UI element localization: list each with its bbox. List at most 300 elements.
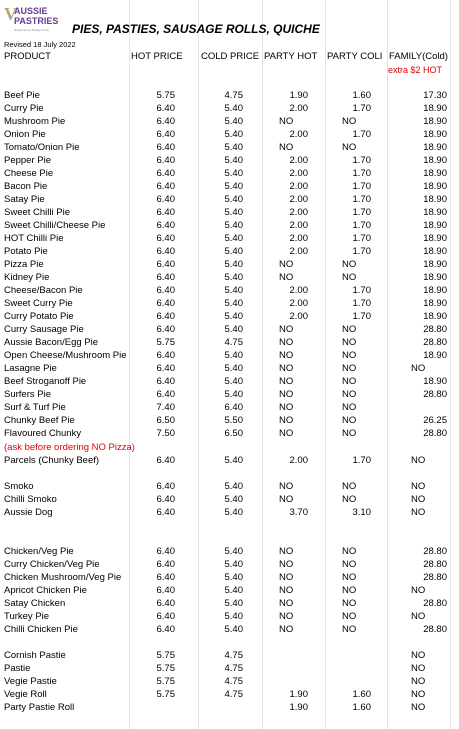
product-cell: Lasagne Pie — [4, 363, 57, 374]
product-cell: Curry Pie — [4, 103, 44, 114]
hot-price-cell: 6.40 — [156, 207, 175, 218]
hot-price-cell: 6.40 — [156, 155, 175, 166]
product-cell: Pepper Pie — [4, 155, 52, 166]
product-cell: Pastie — [4, 663, 31, 674]
family-cell: 28.80 — [423, 389, 447, 400]
hot-price-cell: 6.40 — [156, 246, 175, 257]
party-cold-cell: NO — [342, 376, 357, 387]
cold-price-cell: 5.40 — [224, 285, 243, 296]
table-row — [0, 220, 459, 233]
cold-price-cell: 5.40 — [224, 220, 243, 231]
hot-price-cell: 6.40 — [156, 298, 175, 309]
party-cold-cell: NO — [342, 546, 357, 557]
cold-price-cell: 5.40 — [224, 324, 243, 335]
hot-price-cell: 5.75 — [156, 650, 175, 661]
table-row — [0, 624, 459, 637]
table-row — [0, 259, 459, 272]
family-cell: 18.90 — [423, 142, 447, 153]
cold-price-cell: 5.40 — [224, 142, 243, 153]
party-hot-cell: 2.00 — [289, 207, 308, 218]
hot-price-cell: 6.40 — [156, 168, 175, 179]
party-hot-cell: 2.00 — [289, 155, 308, 166]
table-row — [0, 389, 459, 402]
party-hot-cell: NO — [279, 546, 294, 557]
family-cell: NO — [411, 507, 426, 518]
party-cold-cell: NO — [342, 350, 357, 361]
party-cold-cell: NO — [342, 585, 357, 596]
hot-price-cell: 6.40 — [156, 142, 175, 153]
table-row — [0, 428, 459, 441]
party-hot-cell: NO — [279, 585, 294, 596]
product-cell: Aussie Dog — [4, 507, 53, 518]
family-cell: 18.90 — [423, 376, 447, 387]
table-row — [0, 402, 459, 415]
product-cell: Aussie Bacon/Egg Pie — [4, 337, 99, 348]
cold-price-cell: 4.75 — [224, 90, 243, 101]
header-party-hot: PARTY HOT — [264, 51, 318, 62]
party-cold-cell: 1.70 — [352, 233, 371, 244]
family-cell: NO — [411, 611, 426, 622]
party-cold-cell: NO — [342, 402, 357, 413]
product-cell: Beef Stroganoff Pie — [4, 376, 87, 387]
cold-price-cell: 5.50 — [224, 415, 243, 426]
cold-price-cell: 5.40 — [224, 481, 243, 492]
table-row — [0, 194, 459, 207]
party-cold-cell: 1.60 — [352, 702, 371, 713]
party-cold-cell: 1.70 — [352, 129, 371, 140]
product-cell: Vegie Roll — [4, 689, 47, 700]
party-cold-cell: 1.70 — [352, 181, 371, 192]
product-cell: Bacon Pie — [4, 181, 48, 192]
table-row — [0, 507, 459, 520]
family-cell: 28.80 — [423, 324, 447, 335]
party-hot-cell: NO — [279, 259, 294, 270]
cold-price-cell: 4.75 — [224, 650, 243, 661]
party-cold-cell: 1.70 — [352, 220, 371, 231]
party-cold-cell: 1.70 — [352, 207, 371, 218]
party-cold-cell: NO — [342, 598, 357, 609]
table-row — [0, 702, 459, 715]
party-hot-cell: NO — [279, 272, 294, 283]
table-row — [0, 650, 459, 663]
party-cold-cell: NO — [342, 324, 357, 335]
product-cell: Open Cheese/Mushroom Pie — [4, 350, 127, 361]
product-cell: Chilli Smoko — [4, 494, 57, 505]
product-cell: Satay Pie — [4, 194, 45, 205]
family-cell: NO — [411, 363, 426, 374]
party-cold-cell: NO — [342, 481, 357, 492]
party-cold-cell: NO — [342, 363, 357, 374]
product-cell: Curry Sausage Pie — [4, 324, 84, 335]
hot-price-cell: 6.40 — [156, 272, 175, 283]
hot-price-cell: 6.40 — [156, 455, 175, 466]
family-cell: NO — [411, 494, 426, 505]
table-row — [0, 246, 459, 259]
header-product: PRODUCT — [4, 51, 51, 62]
family-cell: 18.90 — [423, 285, 447, 296]
product-cell: Tomato/Onion Pie — [4, 142, 80, 153]
cold-price-cell: 5.40 — [224, 259, 243, 270]
party-hot-cell: NO — [279, 350, 294, 361]
family-cell: 28.80 — [423, 598, 447, 609]
family-cell: 18.90 — [423, 181, 447, 192]
family-cell: 28.80 — [423, 546, 447, 557]
hot-price-cell: 5.75 — [156, 90, 175, 101]
table-row — [0, 324, 459, 337]
hot-price-cell: 6.40 — [156, 507, 175, 518]
table-row — [0, 90, 459, 103]
product-cell: Smoko — [4, 481, 34, 492]
party-cold-cell: 1.60 — [352, 689, 371, 700]
family-cell: 28.80 — [423, 624, 447, 635]
party-hot-cell: 2.00 — [289, 285, 308, 296]
party-hot-cell: 1.90 — [289, 689, 308, 700]
hot-price-cell: 5.75 — [156, 337, 175, 348]
family-cell: 18.90 — [423, 129, 447, 140]
cold-price-cell: 5.40 — [224, 376, 243, 387]
cold-price-cell: 5.40 — [224, 389, 243, 400]
product-cell: Curry Potato Pie — [4, 311, 74, 322]
party-cold-cell: NO — [342, 272, 357, 283]
party-hot-cell: NO — [279, 559, 294, 570]
party-hot-cell: NO — [279, 116, 294, 127]
product-cell: Chunky Beef Pie — [4, 415, 75, 426]
table-row — [0, 663, 459, 676]
party-hot-cell: 2.00 — [289, 298, 308, 309]
header-party-cold: PARTY COLI — [327, 51, 383, 62]
cold-price-cell: 5.40 — [224, 116, 243, 127]
product-cell: Mushroom Pie — [4, 116, 66, 127]
family-cell: 18.90 — [423, 116, 447, 127]
cold-price-cell: 5.40 — [224, 311, 243, 322]
cold-price-cell: 6.40 — [224, 402, 243, 413]
cold-price-cell: 5.40 — [224, 363, 243, 374]
family-cell: NO — [411, 663, 426, 674]
table-row — [0, 311, 459, 324]
product-cell: Sweet Curry Pie — [4, 298, 73, 309]
party-cold-cell: 1.70 — [352, 194, 371, 205]
party-hot-cell: 2.00 — [289, 129, 308, 140]
party-cold-cell: NO — [342, 337, 357, 348]
cold-price-cell: 5.40 — [224, 494, 243, 505]
hot-price-cell: 6.40 — [156, 285, 175, 296]
party-hot-cell: NO — [279, 624, 294, 635]
party-cold-cell: NO — [342, 259, 357, 270]
party-hot-cell: NO — [279, 376, 294, 387]
product-cell: Surf & Turf Pie — [4, 402, 66, 413]
product-cell: Curry Chicken/Veg Pie — [4, 559, 100, 570]
cold-price-cell: 5.40 — [224, 598, 243, 609]
product-cell: Kidney Pie — [4, 272, 50, 283]
family-cell: NO — [411, 650, 426, 661]
header-family-cold: FAMILY(Cold) — [389, 51, 448, 62]
party-hot-cell: NO — [279, 494, 294, 505]
party-hot-cell: NO — [279, 611, 294, 622]
party-hot-cell: 2.00 — [289, 194, 308, 205]
table-row — [0, 611, 459, 624]
family-cell: 18.90 — [423, 311, 447, 322]
product-cell: Sweet Chilli Pie — [4, 207, 70, 218]
hot-price-cell: 6.40 — [156, 116, 175, 127]
cold-price-cell: 4.75 — [224, 337, 243, 348]
cold-price-cell: 5.40 — [224, 624, 243, 635]
table-row — [0, 103, 459, 116]
party-hot-cell: 2.00 — [289, 233, 308, 244]
hot-price-cell: 6.40 — [156, 611, 175, 622]
party-hot-cell: 2.00 — [289, 181, 308, 192]
product-cell: Cheese Pie — [4, 168, 54, 179]
table-row — [0, 572, 459, 585]
hot-price-cell: 6.40 — [156, 546, 175, 557]
party-hot-cell: 2.00 — [289, 311, 308, 322]
family-cell: 28.80 — [423, 559, 447, 570]
party-hot-cell: NO — [279, 598, 294, 609]
cold-price-cell: 5.40 — [224, 207, 243, 218]
table-row — [0, 181, 459, 194]
product-cell: Turkey Pie — [4, 611, 50, 622]
table-row — [0, 689, 459, 702]
party-hot-cell: NO — [279, 324, 294, 335]
header-cold-price: COLD PRICE — [201, 51, 260, 62]
product-cell: Chicken/Veg Pie — [4, 546, 74, 557]
hot-price-cell: 5.75 — [156, 676, 175, 687]
logo-line-1: AUSSIE — [14, 6, 48, 16]
cold-price-cell: 4.75 — [224, 676, 243, 687]
hot-price-cell: 6.40 — [156, 233, 175, 244]
family-cell: 18.90 — [423, 194, 447, 205]
party-cold-cell: NO — [342, 611, 357, 622]
product-cell: Pizza Pie — [4, 259, 44, 270]
product-cell: Flavoured Chunky — [4, 428, 82, 439]
cold-price-cell: 5.40 — [224, 272, 243, 283]
table-row — [0, 455, 459, 468]
table-row — [0, 598, 459, 611]
table-row — [0, 155, 459, 168]
cold-price-cell: 4.75 — [224, 689, 243, 700]
cold-price-cell: 5.40 — [224, 507, 243, 518]
family-cell: 26.25 — [423, 415, 447, 426]
party-hot-cell: NO — [279, 142, 294, 153]
party-hot-cell: 3.70 — [289, 507, 308, 518]
product-cell: Chicken Mushroom/Veg Pie — [4, 572, 122, 583]
family-cell: 17.30 — [423, 90, 447, 101]
table-row — [0, 415, 459, 428]
cold-price-cell: 5.40 — [224, 546, 243, 557]
cold-price-cell: 5.40 — [224, 455, 243, 466]
hot-price-cell: 6.40 — [156, 311, 175, 322]
cold-price-cell: 6.50 — [224, 428, 243, 439]
cold-price-cell: 5.40 — [224, 233, 243, 244]
party-cold-cell: NO — [342, 624, 357, 635]
product-cell: Cheese/Bacon Pie — [4, 285, 83, 296]
party-hot-cell: NO — [279, 481, 294, 492]
family-cell: 28.80 — [423, 572, 447, 583]
party-hot-cell: 1.90 — [289, 702, 308, 713]
hot-price-cell: 6.40 — [156, 181, 175, 192]
family-cell: 28.80 — [423, 428, 447, 439]
party-hot-cell: 2.00 — [289, 455, 308, 466]
product-cell: Sweet Chilli/Cheese Pie — [4, 220, 106, 231]
hot-price-cell: 6.40 — [156, 481, 175, 492]
table-row — [0, 233, 459, 246]
party-hot-cell: NO — [279, 415, 294, 426]
family-cell: 28.80 — [423, 337, 447, 348]
hot-price-cell: 6.40 — [156, 559, 175, 570]
hot-price-cell: 7.50 — [156, 428, 175, 439]
table-row — [0, 376, 459, 389]
table-row — [0, 546, 459, 559]
family-cell: 18.90 — [423, 298, 447, 309]
cold-price-cell: 5.40 — [224, 298, 243, 309]
cold-price-cell: 5.40 — [224, 350, 243, 361]
table-row — [0, 559, 459, 572]
header-hot-price: HOT PRICE — [131, 51, 183, 62]
family-cell: 18.90 — [423, 103, 447, 114]
sheet-title: PIES, PASTIES, SAUSAGE ROLLS, QUICHE — [72, 22, 320, 36]
family-cell: 18.90 — [423, 155, 447, 166]
product-cell: Beef Pie — [4, 90, 40, 101]
family-cell: NO — [411, 585, 426, 596]
product-cell: Satay Chicken — [4, 598, 66, 609]
cold-price-cell: 5.40 — [224, 572, 243, 583]
party-cold-cell: NO — [342, 572, 357, 583]
party-cold-cell: NO — [342, 428, 357, 439]
product-cell: Cornish Pastie — [4, 650, 66, 661]
hot-price-cell: 6.40 — [156, 389, 175, 400]
party-hot-cell: 2.00 — [289, 220, 308, 231]
party-cold-cell: 1.70 — [352, 103, 371, 114]
party-cold-cell: 1.70 — [352, 155, 371, 166]
cold-price-cell: 4.75 — [224, 663, 243, 674]
family-cell: NO — [411, 689, 426, 700]
family-cell: 18.90 — [423, 207, 447, 218]
party-cold-cell: 1.70 — [352, 246, 371, 257]
hot-price-cell: 6.40 — [156, 624, 175, 635]
party-cold-cell: 1.70 — [352, 311, 371, 322]
family-cell: NO — [411, 676, 426, 687]
party-hot-cell: NO — [279, 572, 294, 583]
hot-price-cell: 6.40 — [156, 494, 175, 505]
hot-price-cell: 6.40 — [156, 103, 175, 114]
hot-price-cell: 6.40 — [156, 585, 175, 596]
product-cell: Surfers Pie — [4, 389, 51, 400]
cold-price-cell: 5.40 — [224, 194, 243, 205]
cold-price-cell: 5.40 — [224, 585, 243, 596]
extra-hot-note: extra $2 HOT — [388, 65, 443, 75]
table-row — [0, 350, 459, 363]
logo-tagline: Really Good, Really Fresh — [14, 28, 50, 32]
party-hot-cell: 2.00 — [289, 168, 308, 179]
product-cell: Parcels (Chunky Beef) — [4, 455, 100, 466]
hot-price-cell: 6.40 — [156, 350, 175, 361]
cold-price-cell: 5.40 — [224, 611, 243, 622]
family-cell: 18.90 — [423, 220, 447, 231]
product-cell: Party Pastie Roll — [4, 702, 75, 713]
party-cold-cell: 1.70 — [352, 455, 371, 466]
family-cell: 18.90 — [423, 350, 447, 361]
party-hot-cell: NO — [279, 428, 294, 439]
family-cell: 18.90 — [423, 259, 447, 270]
cold-price-cell: 5.40 — [224, 246, 243, 257]
family-cell: 18.90 — [423, 272, 447, 283]
table-row — [0, 494, 459, 507]
table-row — [0, 272, 459, 285]
family-cell: 18.90 — [423, 246, 447, 257]
family-cell: NO — [411, 481, 426, 492]
table-row — [0, 363, 459, 376]
product-cell: HOT Chilli Pie — [4, 233, 64, 244]
hot-price-cell: 6.40 — [156, 376, 175, 387]
hot-price-cell: 7.40 — [156, 402, 175, 413]
table-row — [0, 585, 459, 598]
party-cold-cell: NO — [342, 389, 357, 400]
logo-mark: V — [4, 4, 17, 24]
cold-price-cell: 5.40 — [224, 155, 243, 166]
hot-price-cell: 5.75 — [156, 689, 175, 700]
party-hot-cell: 1.90 — [289, 90, 308, 101]
table-row — [0, 285, 459, 298]
product-cell: Potato Pie — [4, 246, 48, 257]
party-cold-cell: 1.70 — [352, 285, 371, 296]
pizza-note: (ask before ordering NO Pizza) — [4, 442, 135, 453]
hot-price-cell: 6.40 — [156, 363, 175, 374]
table-row — [0, 168, 459, 181]
party-hot-cell: NO — [279, 363, 294, 374]
family-cell: 18.90 — [423, 168, 447, 179]
revised-date: Revised 18 July 2022 — [4, 40, 76, 49]
hot-price-cell: 6.50 — [156, 415, 175, 426]
party-hot-cell: NO — [279, 389, 294, 400]
party-cold-cell: NO — [342, 559, 357, 570]
table-row — [0, 207, 459, 220]
table-row — [0, 481, 459, 494]
logo-line-2: PASTRIES — [14, 16, 59, 26]
hot-price-cell: 6.40 — [156, 129, 175, 140]
party-cold-cell: NO — [342, 415, 357, 426]
hot-price-cell: 6.40 — [156, 194, 175, 205]
hot-price-cell: 6.40 — [156, 259, 175, 270]
family-cell: NO — [411, 455, 426, 466]
product-cell: Vegie Pastie — [4, 676, 57, 687]
party-hot-cell: NO — [279, 337, 294, 348]
party-cold-cell: 1.70 — [352, 298, 371, 309]
table-row — [0, 298, 459, 311]
hot-price-cell: 6.40 — [156, 220, 175, 231]
hot-price-cell: 6.40 — [156, 598, 175, 609]
party-hot-cell: 2.00 — [289, 103, 308, 114]
table-row — [0, 116, 459, 129]
table-row — [0, 129, 459, 142]
hot-price-cell: 5.75 — [156, 663, 175, 674]
cold-price-cell: 5.40 — [224, 129, 243, 140]
family-cell: NO — [411, 702, 426, 713]
party-cold-cell: NO — [342, 142, 357, 153]
cold-price-cell: 5.40 — [224, 181, 243, 192]
table-row — [0, 676, 459, 689]
family-cell: 18.90 — [423, 233, 447, 244]
table-row — [0, 337, 459, 350]
party-cold-cell: NO — [342, 494, 357, 505]
cold-price-cell: 5.40 — [224, 103, 243, 114]
party-hot-cell: 2.00 — [289, 246, 308, 257]
aussie-pastries-logo — [3, 2, 61, 36]
party-hot-cell: NO — [279, 402, 294, 413]
hot-price-cell: 6.40 — [156, 572, 175, 583]
party-cold-cell: 3.10 — [352, 507, 371, 518]
product-cell: Onion Pie — [4, 129, 46, 140]
party-cold-cell: NO — [342, 116, 357, 127]
cold-price-cell: 5.40 — [224, 168, 243, 179]
